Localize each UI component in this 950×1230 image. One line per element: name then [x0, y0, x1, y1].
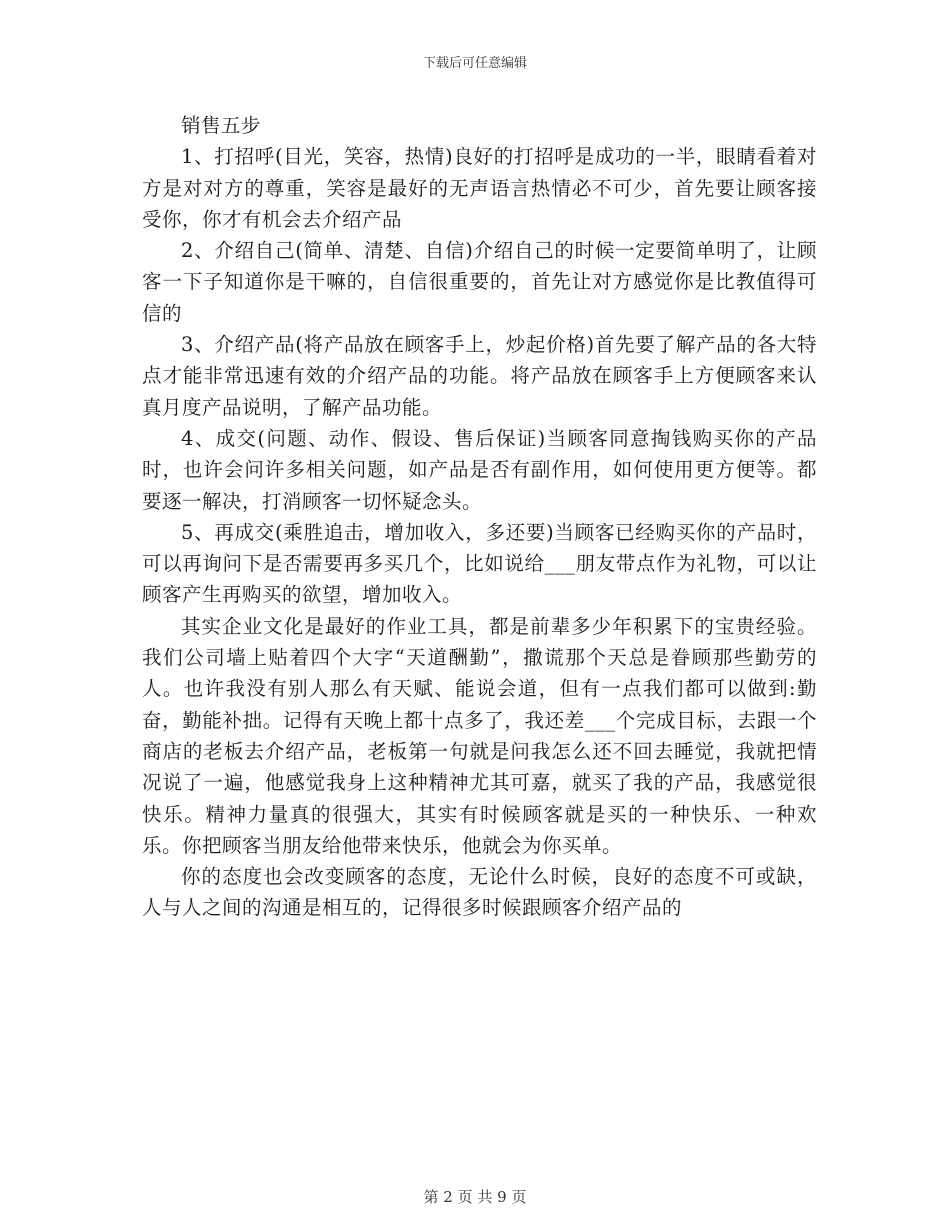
section-title: 销售五步 [181, 114, 262, 137]
document-body [142, 110, 817, 924]
paragraph-attitude: 你的态度也会改变顾客的态度，无论什么时候，良好的态度不可或缺，人与人之间的沟通是相互的，记得很多时候跟顾客介绍产品的 [142, 865, 817, 920]
paragraph-step-4: 4、成交(问题、动作、假设、售后保证)当顾客同意掏钱购买你的产品时，也许会问许多相关问题，如产品是否有副作用，如何使用更方便等。都要逐一解决，打消顾客一切怀疑念头。 [142, 426, 817, 513]
paragraph-step-5: 5、再成交(乘胜追击，增加收入，多还要)当顾客已经购买你的产品时，可以再询问下是否需要再多买几个，比如说给___朋友带点作为礼物，可以让顾客产生再购买的欲望，增加收入。 [142, 520, 817, 607]
page-header: 下载后可任意编辑 [422, 56, 527, 71]
paragraph-step-2: 2、介绍自己(简单、清楚、自信)介绍自己的时候一定要简单明了，让顾客一下子知道你是干嘛的，自信很重要的，首先让对方感觉你是比教值得可信的 [142, 239, 817, 325]
paragraph-step-3: 3、介绍产品(将产品放在顾客手上，炒起价格)首先要了解产品的各大特点才能非常迅速有效的介绍产品的功能。将产品放在顾客手上方便顾客来认真月度产品说明，了解产品功能。 [142, 333, 817, 419]
paragraph-culture: 其实企业文化是最好的作业工具，都是前辈多少年积累下的宝贵经验。我们公司墙上贴着四个大字“天道酬勤”，撒谎那个天总是眷顾那些勤劳的人。也许我没有别人那么有天赋、能说会道，但有一点我们都可以做到:勤奋，勤能补拙。记得有天晚上都十点多了，我还差___个完成目标，去跟一个商店的老板去介绍产品，老板第一句就是问我怎么还不回去睡觉，我就把情况说了一遍，他感觉我身上这种精神尤其可嘉，就买了我的产品，我感觉很快乐。精神力量真的很强大，其实有时候顾客就是买的一种快乐、一种欢乐。你把顾客当朋友给他带来快乐，他就会为你买单。 [142, 614, 817, 857]
paragraph-step-1: 1、打招呼(目光，笑容，热情)良好的打招呼是成功的一半，眼睛看着对方是对对方的尊重，笑容是最好的无声语言热情必不可少，首先要让顾客接受你，你才有机会去介绍产品 [142, 145, 817, 231]
page-number: 第 2 页 共 9 页 [423, 1188, 527, 1206]
